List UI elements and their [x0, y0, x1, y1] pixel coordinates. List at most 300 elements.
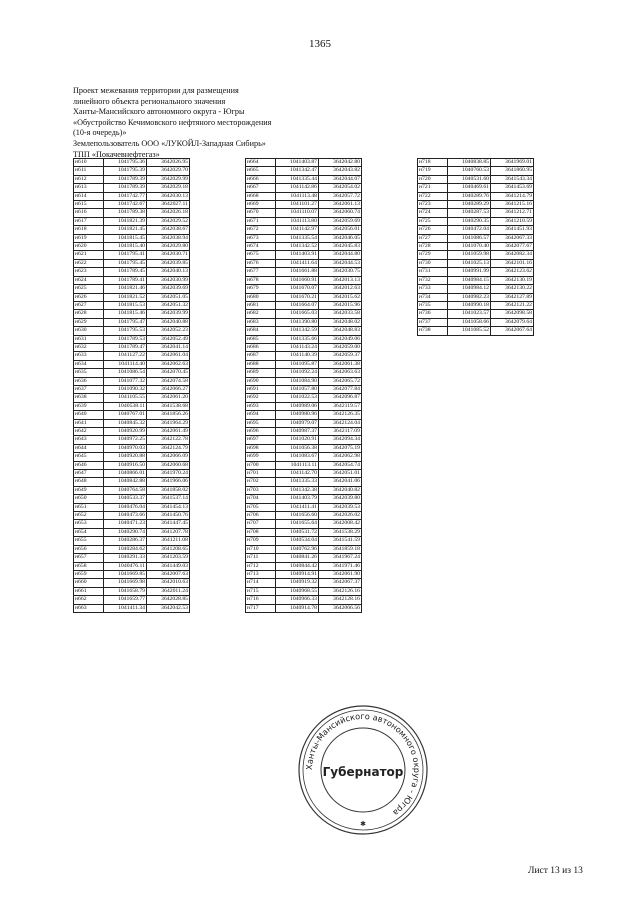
point-number-cell: н698	[246, 444, 276, 452]
x-coordinate-cell: 1041411.34	[104, 604, 147, 612]
y-coordinate-cell: 3642067.37	[319, 579, 362, 587]
x-coordinate-cell: 1040841.26	[276, 554, 319, 562]
y-coordinate-cell: 3641454.13	[147, 503, 190, 511]
x-coordinate-cell: 1040990.18	[448, 301, 491, 309]
table-row	[246, 217, 362, 225]
x-coordinate-cell: 1041821.52	[104, 293, 147, 301]
x-coordinate-cell: 1041113.11	[276, 461, 319, 469]
table-row	[246, 570, 362, 578]
point-number-cell: н616	[74, 209, 104, 217]
table-row	[246, 352, 362, 360]
y-coordinate-cell: 3642070.45	[147, 369, 190, 377]
y-coordinate-cell: 3642121.22	[491, 301, 534, 309]
x-coordinate-cell: 1041335.33	[276, 478, 319, 486]
x-coordinate-cell: 1040989.06	[276, 402, 319, 410]
y-coordinate-cell: 3642123.62	[491, 268, 534, 276]
point-number-cell: н704	[246, 495, 276, 503]
x-coordinate-cell: 1040842.88	[104, 478, 147, 486]
point-number-cell: н705	[246, 503, 276, 511]
table-row	[246, 335, 362, 343]
point-number-cell: н736	[418, 310, 448, 318]
table-row	[74, 217, 190, 225]
point-number-cell: н712	[246, 562, 276, 570]
y-coordinate-cell: 3642066.56	[319, 604, 362, 612]
y-coordinate-cell: 3642128.16	[319, 596, 362, 604]
x-coordinate-cell: 1041342.47	[276, 167, 319, 175]
point-number-cell: н638	[74, 394, 104, 402]
table-row	[246, 587, 362, 595]
point-number-cell: н701	[246, 470, 276, 478]
x-coordinate-cell: 1041795.41	[104, 251, 147, 259]
point-number-cell: н735	[418, 301, 448, 309]
y-coordinate-cell: 3642060.68	[147, 461, 190, 469]
y-coordinate-cell: 3642060.74	[319, 209, 362, 217]
y-coordinate-cell: 3642130.19	[491, 276, 534, 284]
point-number-cell: н694	[246, 411, 276, 419]
point-number-cell: н717	[246, 604, 276, 612]
y-coordinate-cell: 3642079.64	[491, 318, 534, 326]
table-row	[246, 503, 362, 511]
point-number-cell: н639	[74, 402, 104, 410]
point-number-cell: н681	[246, 301, 276, 309]
x-coordinate-cell: 1040760.53	[448, 167, 491, 175]
table-row	[74, 192, 190, 200]
y-coordinate-cell: 3642043.82	[319, 167, 362, 175]
seal-center-text: Губернатор	[322, 765, 404, 779]
table-row	[74, 562, 190, 570]
x-coordinate-cell: 1041669.85	[104, 570, 147, 578]
y-coordinate-cell: 3642059.00	[319, 343, 362, 351]
table-row	[74, 301, 190, 309]
table-row	[74, 587, 190, 595]
point-number-cell: н636	[74, 377, 104, 385]
x-coordinate-cell: 1041335.44	[276, 175, 319, 183]
point-number-cell: н671	[246, 217, 276, 225]
y-coordinate-cell: 3641859.18	[319, 545, 362, 553]
point-number-cell: н625	[74, 285, 104, 293]
x-coordinate-cell: 1040764.58	[104, 486, 147, 494]
table-row	[246, 293, 362, 301]
y-coordinate-cell: 3641208.65	[147, 545, 190, 553]
y-coordinate-cell: 3642067.64	[491, 327, 534, 335]
y-coordinate-cell: 3641537.14	[147, 495, 190, 503]
y-coordinate-cell: 3642063.63	[319, 369, 362, 377]
x-coordinate-cell: 1041085.52	[448, 327, 491, 335]
x-coordinate-cell: 1041023.57	[448, 310, 491, 318]
x-coordinate-cell: 1041105.55	[104, 394, 147, 402]
point-number-cell: н715	[246, 587, 276, 595]
x-coordinate-cell: 1040984.12	[448, 285, 491, 293]
table-row	[74, 453, 190, 461]
y-coordinate-cell: 3642056.01	[319, 226, 362, 234]
point-number-cell: н632	[74, 343, 104, 351]
y-coordinate-cell: 3642062.98	[319, 453, 362, 461]
y-coordinate-cell: 3642026.18	[147, 209, 190, 217]
table-row	[246, 495, 362, 503]
y-coordinate-cell: 3641858.02	[147, 486, 190, 494]
point-number-cell: н689	[246, 369, 276, 377]
table-row	[74, 419, 190, 427]
x-coordinate-cell: 1041335.66	[276, 335, 319, 343]
y-coordinate-cell: 3642012.63	[319, 285, 362, 293]
point-number-cell: н734	[418, 293, 448, 301]
point-number-cell: н619	[74, 234, 104, 242]
table-row	[74, 579, 190, 587]
point-number-cell: н664	[246, 159, 276, 167]
x-coordinate-cell: 1040980.96	[276, 411, 319, 419]
point-number-cell: н627	[74, 301, 104, 309]
header-line: Землепользователь ООО «ЛУКОЙЛ-Западная Сибирь»	[73, 138, 266, 148]
x-coordinate-cell: 1041669.98	[104, 579, 147, 587]
table-row	[74, 209, 190, 217]
point-number-cell: н686	[246, 343, 276, 351]
point-number-cell: н727	[418, 234, 448, 242]
point-number-cell: н676	[246, 259, 276, 267]
point-number-cell: н702	[246, 478, 276, 486]
point-number-cell: н661	[74, 587, 104, 595]
x-coordinate-cell: 1041390.80	[276, 318, 319, 326]
point-number-cell: н710	[246, 545, 276, 553]
y-coordinate-cell: 3642011.24	[147, 587, 190, 595]
y-coordinate-cell: 3641541.59	[319, 537, 362, 545]
table-row	[246, 209, 362, 217]
y-coordinate-cell: 3641966.06	[147, 478, 190, 486]
point-number-cell: н703	[246, 486, 276, 494]
point-number-cell: н714	[246, 579, 276, 587]
table-row	[74, 167, 190, 175]
x-coordinate-cell: 1041127.22	[104, 352, 147, 360]
point-number-cell: н737	[418, 318, 448, 326]
table-row	[246, 259, 362, 267]
x-coordinate-cell: 1040290.74	[104, 528, 147, 536]
point-number-cell: н614	[74, 192, 104, 200]
x-coordinate-cell: 1041056.38	[276, 444, 319, 452]
point-number-cell: н731	[418, 268, 448, 276]
table-row	[74, 596, 190, 604]
table-row	[74, 537, 190, 545]
point-number-cell: н677	[246, 268, 276, 276]
table-row	[246, 201, 362, 209]
table-row	[74, 234, 190, 242]
table-row	[246, 234, 362, 242]
y-coordinate-cell: 3641856.26	[147, 411, 190, 419]
y-coordinate-cell: 3642054.74	[319, 461, 362, 469]
x-coordinate-cell: 1041059.98	[448, 251, 491, 259]
x-coordinate-cell: 1041110.07	[276, 209, 319, 217]
x-coordinate-cell: 1040972.25	[104, 436, 147, 444]
y-coordinate-cell: 3642074.58	[147, 377, 190, 385]
y-coordinate-cell: 3642066.27	[147, 385, 190, 393]
x-coordinate-cell: 1041070.40	[448, 243, 491, 251]
y-coordinate-cell: 3642051.01	[319, 470, 362, 478]
seal-ring-text: Ханты-Мансийского автономного округа - Югра	[303, 710, 423, 819]
point-number-cell: н716	[246, 596, 276, 604]
y-coordinate-cell: 3642039.69	[147, 285, 190, 293]
y-coordinate-cell: 3642075.19	[319, 444, 362, 452]
y-coordinate-cell: 3642013.13	[319, 276, 362, 284]
table-row	[246, 453, 362, 461]
sheet-label: Лист 13 из 13	[528, 866, 583, 876]
y-coordinate-cell: 3641447.45	[147, 520, 190, 528]
table-row	[246, 520, 362, 528]
x-coordinate-cell: 1041114.40	[104, 360, 147, 368]
point-number-cell: н678	[246, 276, 276, 284]
y-coordinate-cell: 3641543.34	[491, 175, 534, 183]
table-row	[246, 419, 362, 427]
page-number: 1365	[309, 38, 331, 50]
y-coordinate-cell: 3642041.14	[147, 343, 190, 351]
table-row	[74, 444, 190, 452]
point-number-cell: н660	[74, 579, 104, 587]
x-coordinate-cell: 1041057.80	[276, 385, 319, 393]
y-coordinate-cell: 3642030.99	[147, 276, 190, 284]
x-coordinate-cell: 1041342.52	[276, 243, 319, 251]
x-coordinate-cell: 1040916.50	[104, 461, 147, 469]
y-coordinate-cell: 3642044.80	[319, 251, 362, 259]
table-row	[246, 377, 362, 385]
table-row	[74, 268, 190, 276]
y-coordinate-cell: 3642096.87	[319, 394, 362, 402]
point-number-cell: н615	[74, 201, 104, 209]
y-coordinate-cell: 3642061.13	[319, 201, 362, 209]
y-coordinate-cell: 3641210.59	[491, 217, 534, 225]
x-coordinate-cell: 1041020.91	[276, 436, 319, 444]
table-row	[418, 251, 534, 259]
y-coordinate-cell: 3642040.88	[147, 318, 190, 326]
table-row	[246, 402, 362, 410]
table-row	[418, 243, 534, 251]
x-coordinate-cell: 1041086.57	[448, 234, 491, 242]
point-number-cell: н725	[418, 217, 448, 225]
y-coordinate-cell: 3642026.02	[319, 512, 362, 520]
table-row	[246, 285, 362, 293]
header-line: (10-я очередь)»	[73, 128, 127, 138]
point-number-cell: н695	[246, 419, 276, 427]
table-row	[74, 461, 190, 469]
y-coordinate-cell: 3641451.93	[491, 226, 534, 234]
x-coordinate-cell: 1041140.39	[276, 352, 319, 360]
y-coordinate-cell: 3642059.69	[319, 217, 362, 225]
point-number-cell: н652	[74, 512, 104, 520]
point-number-cell: н650	[74, 495, 104, 503]
point-number-cell: н687	[246, 352, 276, 360]
table-row	[246, 461, 362, 469]
table-row	[246, 486, 362, 494]
point-number-cell: н653	[74, 520, 104, 528]
table-row	[74, 503, 190, 511]
point-number-cell: н674	[246, 243, 276, 251]
point-number-cell: н613	[74, 184, 104, 192]
x-coordinate-cell: 1041101.27	[276, 201, 319, 209]
y-coordinate-cell: 3642061.20	[147, 394, 190, 402]
table-row	[74, 259, 190, 267]
x-coordinate-cell: 1040469.61	[448, 184, 491, 192]
point-number-cell: н673	[246, 234, 276, 242]
x-coordinate-cell: 1041058.66	[448, 318, 491, 326]
y-coordinate-cell: 3642051.05	[147, 293, 190, 301]
table-row	[246, 159, 362, 167]
table-row	[74, 352, 190, 360]
point-number-cell: н713	[246, 570, 276, 578]
point-number-cell: н621	[74, 251, 104, 259]
table-row	[246, 579, 362, 587]
point-number-cell: н730	[418, 259, 448, 267]
y-coordinate-cell: 3642049.06	[319, 335, 362, 343]
y-coordinate-cell: 3641207.78	[147, 528, 190, 536]
y-coordinate-cell: 3642119.57	[319, 402, 362, 410]
x-coordinate-cell: 1040291.33	[104, 554, 147, 562]
x-coordinate-cell: 1040471.23	[104, 520, 147, 528]
point-number-cell: н722	[418, 192, 448, 200]
point-number-cell: н631	[74, 335, 104, 343]
point-number-cell: н641	[74, 419, 104, 427]
y-coordinate-cell: 3642038.67	[147, 226, 190, 234]
y-coordinate-cell: 3642098.58	[491, 310, 534, 318]
point-number-cell: н642	[74, 428, 104, 436]
y-coordinate-cell: 3642042.80	[319, 159, 362, 167]
point-number-cell: н684	[246, 327, 276, 335]
y-coordinate-cell: 3642029.80	[147, 243, 190, 251]
x-coordinate-cell: 1041815.40	[104, 243, 147, 251]
point-number-cell: н707	[246, 520, 276, 528]
x-coordinate-cell: 1040533.37	[104, 495, 147, 503]
x-coordinate-cell: 1041086.54	[104, 369, 147, 377]
point-number-cell: н633	[74, 352, 104, 360]
table-row	[74, 478, 190, 486]
table-row	[74, 394, 190, 402]
table-row	[246, 369, 362, 377]
table-row	[74, 285, 190, 293]
header-line: линейного объекта регионального значения	[73, 96, 226, 106]
y-coordinate-cell: 3642067.33	[491, 234, 534, 242]
x-coordinate-cell: 1040762.96	[276, 545, 319, 553]
point-number-cell: н711	[246, 554, 276, 562]
y-coordinate-cell: 3642030.71	[147, 251, 190, 259]
table-row	[74, 184, 190, 192]
table-row	[74, 604, 190, 612]
point-number-cell: н692	[246, 394, 276, 402]
x-coordinate-cell: 1041113.48	[276, 192, 319, 200]
table-row	[418, 226, 534, 234]
x-coordinate-cell: 1040290.35	[448, 217, 491, 225]
x-coordinate-cell: 1041090.32	[104, 385, 147, 393]
x-coordinate-cell: 1041821.45	[104, 226, 147, 234]
x-coordinate-cell: 1040920.88	[104, 453, 147, 461]
y-coordinate-cell: 3642066.09	[147, 453, 190, 461]
table-row	[418, 259, 534, 267]
x-coordinate-cell: 1040472.04	[448, 226, 491, 234]
y-coordinate-cell: 3642029.52	[147, 217, 190, 225]
y-coordinate-cell: 3642039.53	[319, 503, 362, 511]
table-row	[74, 276, 190, 284]
x-coordinate-cell: 1041403.91	[276, 251, 319, 259]
x-coordinate-cell: 1040287.53	[448, 209, 491, 217]
table-row	[246, 318, 362, 326]
y-coordinate-cell: 3642077.67	[491, 243, 534, 251]
x-coordinate-cell: 1040289.29	[448, 201, 491, 209]
table-row	[74, 554, 190, 562]
point-number-cell: н618	[74, 226, 104, 234]
point-number-cell: н617	[74, 217, 104, 225]
x-coordinate-cell: 1041655.64	[276, 520, 319, 528]
table-row	[418, 293, 534, 301]
x-coordinate-cell: 1041795.47	[104, 318, 147, 326]
x-coordinate-cell: 1040979.07	[276, 419, 319, 427]
x-coordinate-cell: 1041789.39	[104, 184, 147, 192]
x-coordinate-cell: 1041660.91	[276, 276, 319, 284]
point-number-cell: н675	[246, 251, 276, 259]
point-number-cell: н612	[74, 175, 104, 183]
table-row	[74, 520, 190, 528]
table-row	[74, 310, 190, 318]
table-row	[74, 402, 190, 410]
point-number-cell: н719	[418, 167, 448, 175]
x-coordinate-cell: 1041789.47	[104, 343, 147, 351]
table-row	[74, 360, 190, 368]
coordinates-table-1	[73, 158, 190, 613]
header-line: Ханты-Мансийского автономного округа - Югры	[73, 107, 245, 117]
table-row	[418, 268, 534, 276]
point-number-cell: н700	[246, 461, 276, 469]
y-coordinate-cell: 3642044.07	[319, 175, 362, 183]
x-coordinate-cell: 1041656.60	[276, 512, 319, 520]
point-number-cell: н738	[418, 327, 448, 335]
table-row	[74, 335, 190, 343]
table-row	[418, 217, 534, 225]
point-number-cell: н672	[246, 226, 276, 234]
y-coordinate-cell: 3642051.32	[147, 301, 190, 309]
x-coordinate-cell: 1041664.07	[276, 301, 319, 309]
y-coordinate-cell: 3642127.89	[491, 293, 534, 301]
point-number-cell: н610	[74, 159, 104, 167]
table-row	[246, 478, 362, 486]
point-number-cell: н662	[74, 596, 104, 604]
table-row	[418, 327, 534, 335]
y-coordinate-cell: 3642041.06	[319, 478, 362, 486]
y-coordinate-cell: 3642124.79	[147, 444, 190, 452]
y-coordinate-cell: 3641215.16	[491, 201, 534, 209]
table-row	[74, 369, 190, 377]
y-coordinate-cell: 3642040.13	[147, 268, 190, 276]
y-coordinate-cell: 3641860.95	[491, 167, 534, 175]
y-coordinate-cell: 3642101.16	[491, 259, 534, 267]
table-row	[418, 167, 534, 175]
table-row	[74, 385, 190, 393]
y-coordinate-cell: 3642039.80	[319, 495, 362, 503]
point-number-cell: н728	[418, 243, 448, 251]
seal-star-icon: ✱	[360, 820, 366, 828]
x-coordinate-cell: 1041665.03	[276, 310, 319, 318]
table-row	[74, 318, 190, 326]
x-coordinate-cell: 1040982.23	[448, 293, 491, 301]
point-number-cell: н630	[74, 327, 104, 335]
x-coordinate-cell: 1040538.11	[104, 402, 147, 410]
y-coordinate-cell: 3641453.69	[491, 184, 534, 192]
y-coordinate-cell: 3642008.42	[319, 520, 362, 528]
x-coordinate-cell: 1041789.45	[104, 268, 147, 276]
point-number-cell: н659	[74, 570, 104, 578]
y-coordinate-cell: 3642126.35	[319, 411, 362, 419]
table-row	[418, 209, 534, 217]
y-coordinate-cell: 3641449.03	[147, 562, 190, 570]
point-number-cell: н697	[246, 436, 276, 444]
x-coordinate-cell: 1041795.39	[104, 167, 147, 175]
point-number-cell: н644	[74, 444, 104, 452]
header-line: Проект межевания территории для размещения	[73, 86, 239, 95]
x-coordinate-cell: 1041658.79	[104, 587, 147, 595]
y-coordinate-cell: 3642044.53	[319, 259, 362, 267]
document-header	[73, 86, 271, 160]
